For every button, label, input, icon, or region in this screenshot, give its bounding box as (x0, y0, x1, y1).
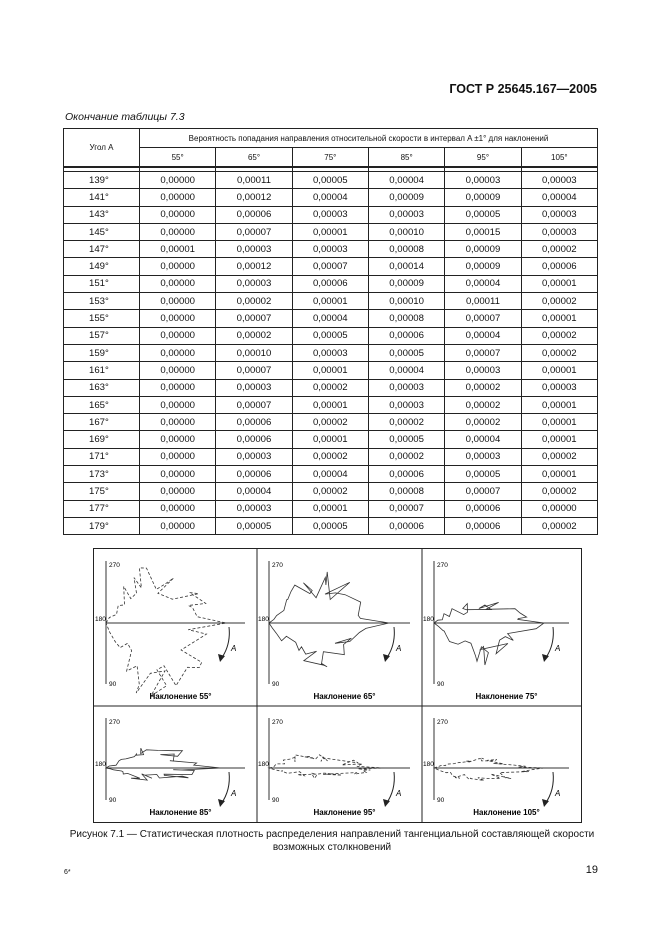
probability-cell: 0,00012 (216, 189, 292, 206)
probability-cell: 0,00000 (140, 206, 216, 223)
probability-cell: 0,00000 (140, 293, 216, 310)
panel-label: Наклонение 105° (473, 808, 540, 817)
table-row (64, 344, 598, 361)
probability-cell: 0,00005 (368, 344, 444, 361)
probability-cell: 0,00009 (368, 275, 444, 292)
probability-cell: 0,00006 (368, 517, 444, 534)
probability-cell: 0,00009 (368, 189, 444, 206)
probability-cell: 0,00007 (445, 483, 521, 500)
polar-plots-svg (94, 549, 581, 822)
probability-cell: 0,00003 (521, 206, 597, 223)
polar-panel (423, 718, 569, 817)
probability-cell: 0,00000 (140, 310, 216, 327)
probability-cell: 0,00003 (368, 206, 444, 223)
angle-cell: 139° (64, 172, 140, 189)
label-A: A (555, 644, 561, 653)
sheet-mark: 6* (64, 869, 71, 876)
probability-cell: 0,00002 (521, 483, 597, 500)
panel-label: Наклонение 85° (149, 808, 212, 817)
probability-cell: 0,00002 (368, 448, 444, 465)
density-contour (269, 572, 389, 667)
angle-cell: 149° (64, 258, 140, 275)
probability-cell: 0,00004 (445, 275, 521, 292)
label-A: A (231, 789, 237, 798)
probability-cell: 0,00006 (521, 258, 597, 275)
angle-cell: 165° (64, 396, 140, 413)
probability-cell: 0,00001 (140, 241, 216, 258)
probability-cell: 0,00000 (140, 223, 216, 240)
probability-cell: 0,00006 (292, 275, 368, 292)
density-contour (434, 758, 544, 780)
probability-cell: 0,00002 (521, 293, 597, 310)
angle-cell: 169° (64, 431, 140, 448)
figure-polar-plots (93, 548, 582, 823)
column-header: 75° (292, 148, 368, 168)
table-row (64, 414, 598, 431)
table-row (64, 310, 598, 327)
probability-cell: 0,00001 (521, 414, 597, 431)
table-row (64, 327, 598, 344)
column-header: 65° (216, 148, 292, 168)
angle-cell: 179° (64, 517, 140, 534)
probability-cell: 0,00003 (521, 223, 597, 240)
probability-cell: 0,00000 (521, 500, 597, 517)
angle-cell: 159° (64, 344, 140, 361)
probability-cell: 0,00004 (216, 483, 292, 500)
probability-cell: 0,00003 (216, 448, 292, 465)
angle-cell: 155° (64, 310, 140, 327)
probability-cell: 0,00000 (140, 172, 216, 189)
table-row (64, 396, 598, 413)
probability-cell: 0,00003 (521, 172, 597, 189)
angle-cell: 145° (64, 223, 140, 240)
probability-cell: 0,00008 (368, 241, 444, 258)
group-header: Вероятность попадания направления относительной скорости в интервал A ±1° для наклонений (140, 129, 598, 148)
probability-cell: 0,00001 (521, 466, 597, 483)
probability-cell: 0,00003 (445, 362, 521, 379)
probability-cell: 0,00006 (368, 327, 444, 344)
polar-panel (95, 561, 245, 701)
table-caption: Окончание таблицы 7.3 (65, 111, 185, 123)
probability-cell: 0,00007 (216, 362, 292, 379)
density-contour (269, 755, 384, 779)
page-number: 19 (585, 864, 598, 876)
probability-cell: 0,00000 (140, 379, 216, 396)
probability-cell: 0,00000 (140, 189, 216, 206)
probability-cell: 0,00003 (521, 379, 597, 396)
probability-cell: 0,00007 (368, 500, 444, 517)
probability-cell: 0,00004 (368, 172, 444, 189)
label-180: 180 (95, 616, 106, 623)
label-270: 270 (272, 562, 283, 569)
probability-cell: 0,00002 (445, 379, 521, 396)
polar-panel (258, 561, 410, 701)
table-row (64, 448, 598, 465)
angle-arrow (386, 627, 394, 659)
label-180: 180 (258, 761, 269, 768)
probability-cell: 0,00002 (521, 327, 597, 344)
probability-cell: 0,00004 (445, 431, 521, 448)
probability-cell: 0,00008 (368, 310, 444, 327)
angle-arrow (221, 627, 229, 659)
figure-caption: Рисунок 7.1 — Статистическая плотность распределения направлений тангенциальной составляющей скорости возможных столкновений (69, 829, 595, 853)
label-90: 90 (272, 681, 280, 688)
probability-cell: 0,00004 (521, 189, 597, 206)
label-270: 270 (437, 562, 448, 569)
label-90: 90 (109, 797, 117, 804)
probability-cell: 0,00000 (140, 344, 216, 361)
label-A: A (396, 789, 402, 798)
probability-cell: 0,00007 (216, 310, 292, 327)
angle-arrow (386, 772, 394, 804)
probability-cell: 0,00002 (521, 517, 597, 534)
probability-cell: 0,00001 (292, 500, 368, 517)
table-row (64, 206, 598, 223)
angle-arrow (545, 627, 553, 659)
probability-cell: 0,00002 (445, 396, 521, 413)
angle-cell: 143° (64, 206, 140, 223)
probability-cell: 0,00001 (521, 396, 597, 413)
probability-cell: 0,00002 (521, 344, 597, 361)
probability-cell: 0,00009 (445, 258, 521, 275)
table-row (64, 483, 598, 500)
probability-cell: 0,00002 (292, 379, 368, 396)
probability-cell: 0,00000 (140, 414, 216, 431)
polar-panel (95, 718, 245, 817)
probability-cell: 0,00010 (216, 344, 292, 361)
label-90: 90 (437, 797, 445, 804)
table-row (64, 275, 598, 292)
angle-cell: 175° (64, 483, 140, 500)
column-header: 105° (521, 148, 597, 168)
probability-cell: 0,00005 (445, 206, 521, 223)
label-180: 180 (258, 616, 269, 623)
table-row (64, 379, 598, 396)
probability-cell: 0,00006 (445, 517, 521, 534)
probability-cell: 0,00000 (140, 327, 216, 344)
probability-cell: 0,00001 (521, 431, 597, 448)
probability-cell: 0,00001 (521, 362, 597, 379)
table-row (64, 223, 598, 240)
probability-cell: 0,00002 (445, 414, 521, 431)
probability-cell: 0,00003 (216, 500, 292, 517)
probability-cell: 0,00004 (292, 189, 368, 206)
angle-cell: 167° (64, 414, 140, 431)
probability-cell: 0,00007 (445, 310, 521, 327)
table-row (64, 293, 598, 310)
angle-cell: 173° (64, 466, 140, 483)
angle-header: Угол A (64, 129, 140, 168)
table-row (64, 241, 598, 258)
polar-panel (258, 718, 410, 817)
probability-cell: 0,00009 (445, 241, 521, 258)
probability-cell: 0,00003 (292, 344, 368, 361)
probability-cell: 0,00004 (368, 362, 444, 379)
label-270: 270 (272, 719, 283, 726)
angle-cell: 141° (64, 189, 140, 206)
angle-cell: 157° (64, 327, 140, 344)
probability-cell: 0,00005 (292, 327, 368, 344)
probability-cell: 0,00000 (140, 275, 216, 292)
table-row (64, 189, 598, 206)
probability-cell: 0,00003 (216, 379, 292, 396)
column-header: 85° (368, 148, 444, 168)
probability-cell: 0,00001 (292, 293, 368, 310)
density-contour (106, 568, 226, 696)
angle-arrow (221, 772, 229, 804)
probability-cell: 0,00002 (216, 293, 292, 310)
probability-cell: 0,00014 (368, 258, 444, 275)
probability-cell: 0,00000 (140, 517, 216, 534)
label-270: 270 (109, 719, 120, 726)
probability-cell: 0,00000 (140, 431, 216, 448)
probability-cell: 0,00007 (216, 223, 292, 240)
angle-cell: 161° (64, 362, 140, 379)
probability-cell: 0,00001 (292, 431, 368, 448)
panel-label: Наклонение 55° (149, 692, 212, 701)
label-90: 90 (272, 797, 280, 804)
probability-cell: 0,00001 (521, 275, 597, 292)
table-row (64, 431, 598, 448)
probability-cell: 0,00006 (216, 431, 292, 448)
probability-cell: 0,00011 (445, 293, 521, 310)
probability-cell: 0,00002 (216, 327, 292, 344)
probability-cell: 0,00009 (445, 189, 521, 206)
probability-cell: 0,00003 (216, 241, 292, 258)
probability-cell: 0,00001 (521, 310, 597, 327)
label-A: A (555, 789, 561, 798)
probability-cell: 0,00001 (292, 362, 368, 379)
probability-cell: 0,00006 (368, 466, 444, 483)
table-row (64, 172, 598, 189)
probability-cell: 0,00000 (140, 258, 216, 275)
probability-cell: 0,00000 (140, 500, 216, 517)
angle-cell: 171° (64, 448, 140, 465)
probability-cell: 0,00003 (292, 241, 368, 258)
probability-cell: 0,00000 (140, 466, 216, 483)
probability-cell: 0,00003 (445, 172, 521, 189)
probability-cell: 0,00007 (216, 396, 292, 413)
probability-cell: 0,00010 (368, 293, 444, 310)
probability-cell: 0,00005 (216, 517, 292, 534)
probability-cell: 0,00015 (445, 223, 521, 240)
label-90: 90 (109, 681, 117, 688)
angle-arrow (545, 772, 553, 804)
probability-cell: 0,00003 (368, 396, 444, 413)
label-270: 270 (437, 719, 448, 726)
label-180: 180 (423, 761, 434, 768)
probability-cell: 0,00003 (292, 206, 368, 223)
column-header: 55° (140, 148, 216, 168)
probability-cell: 0,00001 (292, 396, 368, 413)
probability-cell: 0,00000 (140, 362, 216, 379)
table-row (64, 362, 598, 379)
probability-cell: 0,00005 (368, 431, 444, 448)
probability-cell: 0,00010 (368, 223, 444, 240)
label-A: A (231, 644, 237, 653)
probability-cell: 0,00006 (216, 206, 292, 223)
table-row (64, 466, 598, 483)
panel-label: Наклонение 75° (475, 692, 538, 701)
probability-cell: 0,00000 (140, 448, 216, 465)
angle-cell: 177° (64, 500, 140, 517)
table-row (64, 500, 598, 517)
table-row (64, 517, 598, 534)
probability-cell: 0,00007 (445, 344, 521, 361)
label-A: A (396, 644, 402, 653)
angle-cell: 147° (64, 241, 140, 258)
probability-cell: 0,00005 (445, 466, 521, 483)
probability-cell: 0,00004 (445, 327, 521, 344)
probability-cell: 0,00002 (521, 448, 597, 465)
probability-table (63, 128, 598, 535)
probability-cell: 0,00000 (140, 483, 216, 500)
probability-cell: 0,00011 (216, 172, 292, 189)
probability-cell: 0,00000 (140, 396, 216, 413)
probability-cell: 0,00006 (445, 500, 521, 517)
probability-cell: 0,00002 (292, 414, 368, 431)
probability-cell: 0,00012 (216, 258, 292, 275)
probability-cell: 0,00008 (368, 483, 444, 500)
label-180: 180 (423, 616, 434, 623)
probability-cell: 0,00002 (292, 448, 368, 465)
angle-cell: 153° (64, 293, 140, 310)
probability-cell: 0,00002 (368, 414, 444, 431)
angle-cell: 151° (64, 275, 140, 292)
label-90: 90 (437, 681, 445, 688)
probability-cell: 0,00006 (216, 466, 292, 483)
probability-cell: 0,00003 (368, 379, 444, 396)
density-contour (434, 602, 544, 665)
table-row (64, 258, 598, 275)
probability-cell: 0,00004 (292, 466, 368, 483)
density-contour (106, 748, 221, 780)
probability-cell: 0,00002 (521, 241, 597, 258)
polar-panel (423, 561, 569, 701)
angle-cell: 163° (64, 379, 140, 396)
probability-cell: 0,00006 (216, 414, 292, 431)
standard-designation: ГОСТ Р 25645.167—2005 (449, 82, 597, 96)
column-header: 95° (445, 148, 521, 168)
probability-cell: 0,00004 (292, 310, 368, 327)
probability-cell: 0,00003 (445, 448, 521, 465)
probability-cell: 0,00005 (292, 517, 368, 534)
label-270: 270 (109, 562, 120, 569)
probability-cell: 0,00001 (292, 223, 368, 240)
label-180: 180 (95, 761, 106, 768)
probability-cell: 0,00002 (292, 483, 368, 500)
probability-cell: 0,00003 (216, 275, 292, 292)
panel-label: Наклонение 95° (313, 808, 376, 817)
probability-cell: 0,00007 (292, 258, 368, 275)
panel-label: Наклонение 65° (313, 692, 376, 701)
probability-cell: 0,00005 (292, 172, 368, 189)
